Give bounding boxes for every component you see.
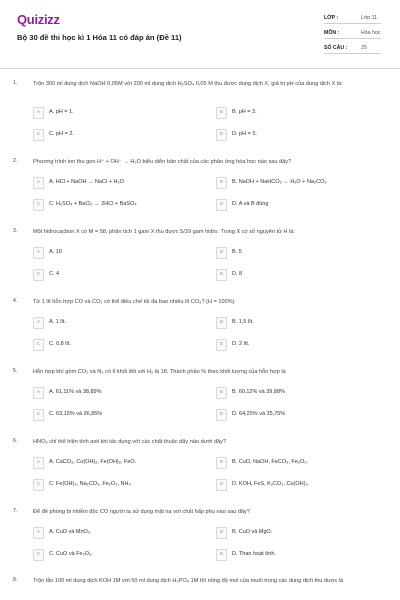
option-text: D. KOH, FeS, K₂CO₃, Cu(OH)₂. — [232, 481, 310, 487]
option-text: B. 1,5 lít. — [232, 319, 254, 325]
question-text: Từ 1 lít hỗn hợp CO và CO₂ có thể điều chế tối đa bao nhiêu lít CO₂? (H = 100%) — [33, 299, 235, 305]
question-number: 3. — [13, 228, 18, 234]
option-text: B. pH = 3. — [232, 109, 257, 115]
option-letter-box: B — [216, 527, 227, 539]
option-text: D. Than hoạt tính. — [232, 551, 276, 557]
option-text: A. 61,11% và 38,89% — [49, 389, 102, 395]
option-b[interactable] — [216, 387, 376, 399]
option-c[interactable] — [33, 269, 193, 281]
option-letter-box: A — [33, 527, 44, 539]
option-a[interactable] — [33, 317, 193, 329]
header-divider — [0, 68, 400, 69]
option-text: C. Fe(OH)₃, Na₂CO₃, Fe₂O₃, NH₃ — [49, 481, 131, 487]
option-text: D. 8 — [232, 271, 243, 277]
option-text: A. HCl + NaOH → NaCl + H₂O — [49, 179, 124, 185]
option-text: C. CuO và Fe₂O₃. — [49, 551, 93, 557]
option-c[interactable] — [33, 479, 193, 491]
meta-count-label: SỐ CÂU : — [324, 45, 348, 51]
question-text: Một hiđrocacbon X có M = 58, phân tích 1 gam X thu được 5/29 gam hiđro. Trong X có số nguyên tử H là: — [33, 229, 295, 235]
option-text: C. pH = 2. — [49, 131, 74, 137]
option-letter-box: C — [33, 269, 44, 281]
option-c[interactable] — [33, 129, 193, 141]
option-text: C. H₂SO₄ + BaCl₂ → 2HCl + BaSO₄ — [49, 201, 137, 207]
option-letter-box: B — [216, 317, 227, 329]
question-text: Hỗn hợp khí gồm CO₂ và N₂ có tỉ khối đối với H₂ là 18. Thành phần % theo khối lượng của hỗn hợp là — [33, 369, 286, 375]
option-text: B. CuO và MgO. — [232, 529, 273, 535]
option-text: B. CuO, NaOH, FeCO₃, Fe₂O₃. — [232, 459, 308, 465]
option-text: D. A và B đúng — [232, 201, 269, 207]
question-text: Trộn lẫn 100 ml dung dịch KOH 1M với 50 ml dung dịch H₃PO₄ 1M thì nồng độ mol của muối trong các dung dịch thu được là — [33, 578, 344, 584]
meta-count-line — [324, 53, 381, 54]
option-letter-box: A — [33, 457, 44, 469]
option-c[interactable] — [33, 409, 193, 421]
question-number: 1. — [13, 80, 18, 86]
question-text: Để đề phòng bị nhiễm độc CO người ta sử dụng mặt nạ với chất hấp phụ nào sau đây? — [33, 509, 250, 515]
option-letter-box: D — [216, 129, 227, 141]
meta-class-label: LỚP : — [324, 15, 339, 21]
worksheet-header — [0, 0, 400, 62]
option-a[interactable] — [33, 527, 193, 539]
option-b[interactable] — [216, 247, 376, 259]
option-a[interactable] — [33, 247, 193, 259]
option-d[interactable] — [216, 129, 376, 141]
option-c[interactable] — [33, 339, 193, 351]
option-letter-box: B — [216, 387, 227, 399]
option-a[interactable] — [33, 107, 193, 119]
option-b[interactable] — [216, 177, 376, 189]
option-letter-box: A — [33, 317, 44, 329]
option-letter-box: D — [216, 269, 227, 281]
document-title: Bộ 30 đề thi học kì 1 Hóa 11 có đáp án (Đề 11) — [17, 33, 182, 42]
option-a[interactable] — [33, 457, 193, 469]
option-text: A. CuO và MnO₂. — [49, 529, 92, 535]
option-text: A. pH = 1. — [49, 109, 74, 115]
option-text: D. 64,25% và 35,75% — [232, 411, 286, 417]
option-letter-box: A — [33, 387, 44, 399]
question-text: HNO₃ chỉ thể hiện tính axit khi tác dụng với các chất thuộc dãy nào dưới đây? — [33, 439, 227, 445]
option-text: A. 10 — [49, 249, 62, 255]
option-d[interactable] — [216, 409, 376, 421]
question-number: 4. — [13, 298, 18, 304]
question-number: 2. — [13, 158, 18, 164]
option-a[interactable] — [33, 177, 193, 189]
option-text: D. 2 lít. — [232, 341, 250, 347]
option-text: D. pH = 5. — [232, 131, 257, 137]
option-letter-box: B — [216, 177, 227, 189]
option-b[interactable] — [216, 317, 376, 329]
option-letter-box: A — [33, 107, 44, 119]
option-a[interactable] — [33, 387, 193, 399]
meta-subject-value: Hóa học — [361, 30, 381, 36]
option-letter-box: A — [33, 247, 44, 259]
question-number: 8. — [13, 577, 18, 583]
option-text: B. 5 — [232, 249, 242, 255]
option-letter-box: D — [216, 409, 227, 421]
quizizz-logo: Quizizz — [17, 12, 60, 27]
option-letter-box: C — [33, 129, 44, 141]
question-text: Trộn 300 ml dung dịch NaOH 0,05M với 200 ml dung dịch H₂SO₄ 0,05 M thu được dung dịch X, giá trị pH của dung dịch X là: — [33, 81, 343, 87]
option-b[interactable] — [216, 457, 376, 469]
meta-subject-line — [324, 38, 381, 39]
option-text: B. 60,12% và 39,88% — [232, 389, 285, 395]
option-text: C. 4 — [49, 271, 60, 277]
question-number: 5. — [13, 368, 18, 374]
option-letter-box: C — [33, 409, 44, 421]
question-text: Phương trình ion thu gọn H⁺ + OH⁻ → H₂O biểu diễn bản chất của các phản ứng hóa học nào sau đây? — [33, 159, 292, 165]
option-text: A. CaCO₃, Cu(OH)₂, Fe(OH)₂, FeO. — [49, 459, 137, 465]
option-letter-box: A — [33, 177, 44, 189]
option-text: B. NaOH + NaHCO₃ → H₂O + Na₂CO₃ — [232, 179, 327, 185]
option-letter-box: C — [33, 199, 44, 211]
option-text: C. 0,8 lít. — [49, 341, 72, 347]
meta-class-line — [324, 23, 381, 24]
option-b[interactable] — [216, 527, 376, 539]
option-d[interactable] — [216, 269, 376, 281]
option-letter-box: D — [216, 199, 227, 211]
option-letter-box: C — [33, 339, 44, 351]
option-d[interactable] — [216, 339, 376, 351]
meta-count-value: 25 — [361, 45, 367, 51]
option-letter-box: B — [216, 457, 227, 469]
option-letter-box: C — [33, 549, 44, 561]
option-letter-box: C — [33, 479, 44, 491]
option-letter-box: D — [216, 549, 227, 561]
meta-subject-label: MÔN : — [324, 30, 340, 36]
option-c[interactable] — [33, 549, 193, 561]
option-letter-box: D — [216, 479, 227, 491]
option-c[interactable] — [33, 199, 193, 211]
option-b[interactable] — [216, 107, 376, 119]
option-d[interactable] — [216, 199, 376, 211]
option-letter-box: D — [216, 339, 227, 351]
option-letter-box: B — [216, 247, 227, 259]
question-number: 7. — [13, 508, 18, 514]
option-text: C. 63,15% và 36,85% — [49, 411, 103, 417]
option-d[interactable] — [216, 479, 376, 491]
meta-class-value: Lớp 11 — [361, 15, 377, 21]
option-d[interactable] — [216, 549, 376, 561]
option-text: A. 1 lít. — [49, 319, 67, 325]
option-letter-box: B — [216, 107, 227, 119]
question-number: 6. — [13, 438, 18, 444]
